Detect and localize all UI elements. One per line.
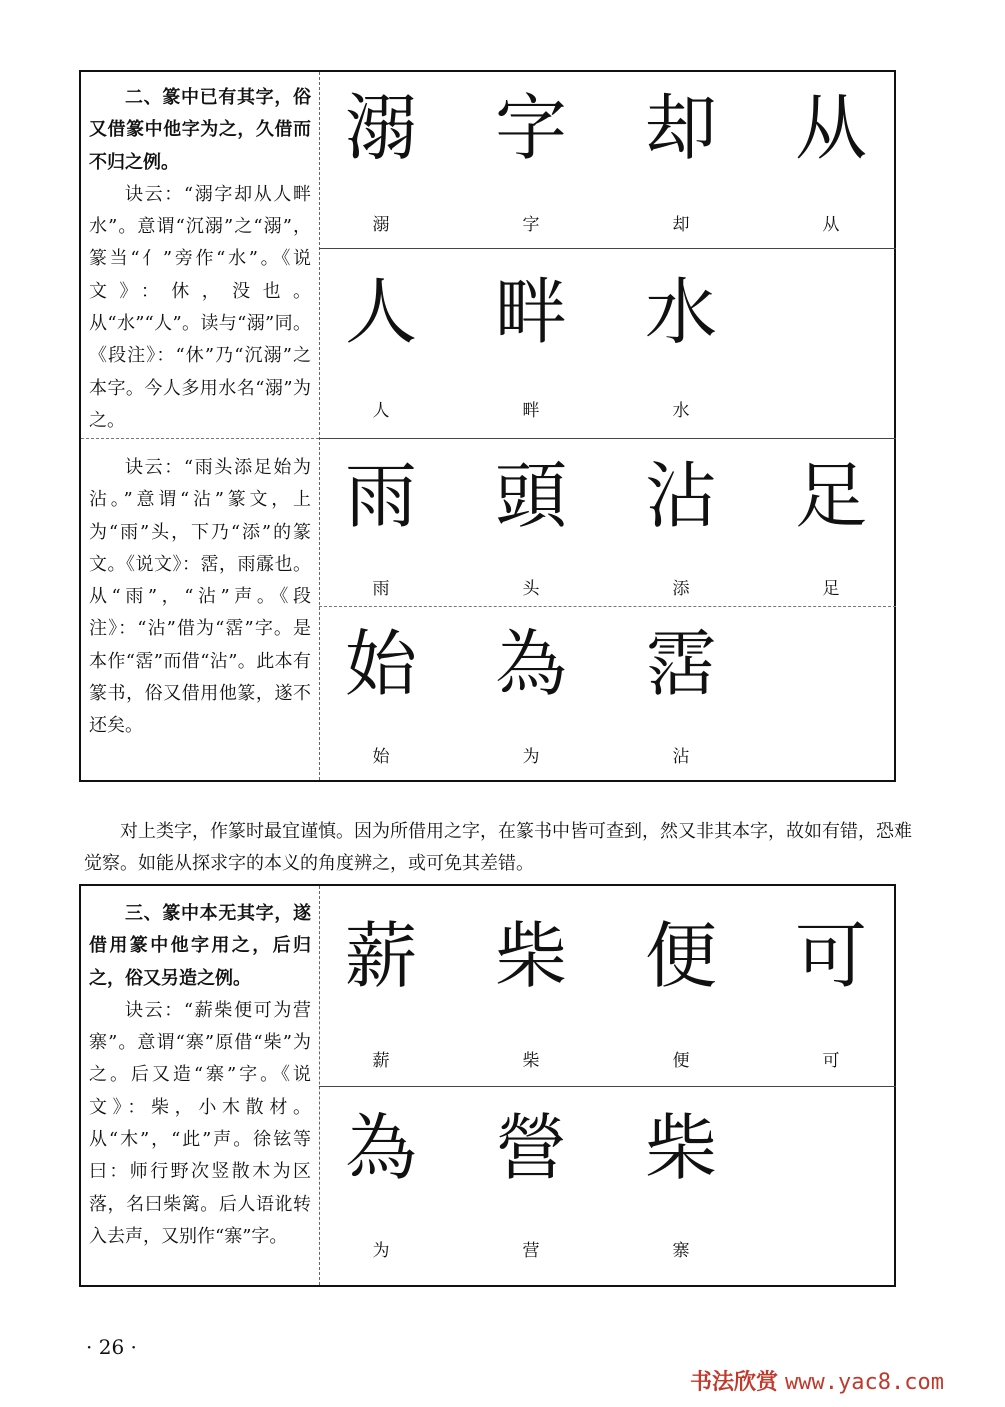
seal-cell (781, 914, 881, 1071)
seal-glyph: 人 (344, 270, 417, 354)
section2-para1: 诀云：“薪柴便可为营寨”。意谓“寨”原借“柴”为之。后又造“寨”字。《说文》：柴，小木散材。从“木”，“此”声。徐铉等曰：师行野次竖散木为区落，名曰柴篱。后人语讹转入去声，又别作“寨”字。 (89, 999, 311, 1247)
seal-glyph: 始 (344, 622, 417, 706)
seal-cell (481, 914, 581, 1071)
seal-glyph: 薪 (344, 914, 417, 998)
section1-text-top (89, 82, 311, 437)
seal-cell (781, 86, 881, 235)
seal-caption: 雨 (372, 579, 390, 599)
row-divider (319, 248, 896, 249)
seal-cell (481, 270, 581, 421)
seal-caption: 却 (672, 215, 690, 235)
seal-glyph: 柴 (644, 1106, 717, 1190)
seal-caption: 为 (372, 1241, 390, 1261)
seal-glyph: 可 (794, 914, 867, 998)
section-no-original-character (79, 884, 896, 1287)
seal-caption: 从 (822, 215, 840, 235)
seal-caption: 水 (672, 401, 690, 421)
seal-glyph: 為 (344, 1106, 417, 1190)
seal-glyph: 足 (794, 454, 867, 538)
seal-caption: 溺 (372, 215, 390, 235)
seal-cell (631, 914, 731, 1071)
seal-caption: 沾 (672, 747, 690, 767)
seal-glyph: 却 (644, 86, 717, 170)
section1-text-bottom (89, 452, 311, 743)
row-divider (319, 606, 896, 607)
site-watermark[interactable] (690, 1365, 944, 1396)
seal-caption: 字 (522, 215, 540, 235)
section2-text (89, 898, 311, 1253)
seal-caption: 可 (822, 1051, 840, 1071)
column-divider (319, 72, 320, 780)
seal-glyph: 柴 (494, 914, 567, 998)
seal-cell (631, 622, 731, 767)
seal-glyph: 溺 (344, 86, 417, 170)
seal-glyph: 畔 (494, 270, 567, 354)
seal-cell (331, 86, 431, 235)
seal-caption: 薪 (372, 1051, 390, 1071)
seal-cell (481, 86, 581, 235)
section1-heading: 二、篆中已有其字，俗又借篆中他字为之，久借而不归之例。 (89, 87, 311, 173)
section2-heading: 三、篆中本无其字，遂借用篆中他字用之，后归之，俗又另造之例。 (89, 903, 311, 989)
seal-caption: 为 (522, 747, 540, 767)
watermark-url[interactable]: www.yac8.com (785, 1370, 944, 1395)
seal-cell (481, 454, 581, 599)
seal-cell (331, 454, 431, 599)
seal-cell (331, 1106, 431, 1261)
seal-caption: 头 (522, 579, 540, 599)
seal-cell (631, 86, 731, 235)
seal-caption: 足 (822, 579, 840, 599)
seal-caption: 人 (372, 401, 390, 421)
seal-glyph: 霑 (644, 622, 717, 706)
commentary-paragraph (84, 816, 914, 880)
seal-glyph: 沾 (644, 454, 717, 538)
seal-cell (631, 1106, 731, 1261)
seal-glyph: 从 (794, 86, 867, 170)
seal-glyph: 便 (644, 914, 717, 998)
page-number: · 26 · (86, 1335, 137, 1359)
seal-caption: 便 (672, 1051, 690, 1071)
seal-cell (481, 1106, 581, 1261)
seal-cell (631, 454, 731, 599)
seal-cell (481, 622, 581, 767)
seal-glyph: 字 (494, 86, 567, 170)
seal-glyph: 頭 (494, 454, 567, 538)
seal-cell (631, 270, 731, 421)
seal-caption: 寨 (672, 1241, 690, 1261)
seal-glyph: 為 (494, 622, 567, 706)
seal-cell (331, 270, 431, 421)
watermark-title: 书法欣赏 (690, 1370, 779, 1395)
seal-cell (781, 454, 881, 599)
left-divider (81, 438, 319, 439)
seal-glyph: 水 (644, 270, 717, 354)
seal-glyph: 雨 (344, 454, 417, 538)
row-divider (319, 438, 896, 439)
seal-cell (331, 914, 431, 1071)
seal-caption: 营 (522, 1241, 540, 1261)
section-borrowed-characters (79, 70, 896, 782)
seal-glyph: 營 (494, 1106, 567, 1190)
seal-caption: 畔 (522, 401, 540, 421)
commentary-text: 对上类字，作篆时最宜谨慎。因为所借用之字，在篆书中皆可查到，然又非其本字，故如有错，恐难觉察。如能从探求字的本义的角度辨之，或可免其差错。 (84, 821, 912, 874)
seal-cell (331, 622, 431, 767)
section1-para2: 诀云：“雨头添足始为沾。”意谓“沾”篆文，上为“雨”头，下乃“添”的篆文。《说文》：霑，雨霡也。从“雨”，“沾”声。《段注》：“沾”借为“霑”字。是本作“霑”而借“沾”。此本有篆书，俗又借用他篆，遂不还矣。 (89, 457, 311, 737)
seal-caption: 始 (372, 747, 390, 767)
seal-caption: 添 (672, 579, 690, 599)
seal-caption: 柴 (522, 1051, 540, 1071)
section1-para1: 诀云：“溺字却从人畔水”。意谓“沉溺”之“溺”，篆当“亻”旁作“水”。《说文》：休，没也。从“水”“人”。读与“溺”同。《段注》：“休”乃“沉溺”之本字。今人多用水名“溺”为之。 (89, 183, 311, 431)
row-divider (319, 1086, 896, 1087)
